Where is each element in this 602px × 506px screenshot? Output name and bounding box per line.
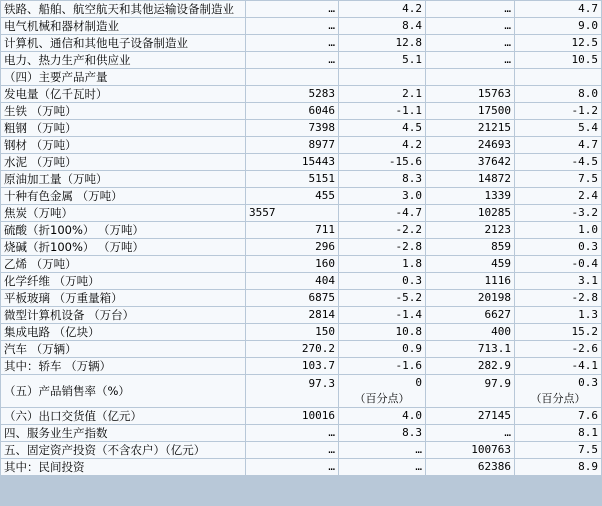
table-row bbox=[1, 273, 601, 289]
cell-c4: 4.7 bbox=[515, 137, 601, 153]
cell-c3: 62386 bbox=[426, 459, 514, 475]
cell-c4: 2.4 bbox=[515, 188, 601, 204]
cell-c2: 2.1 bbox=[339, 86, 425, 102]
table-row bbox=[1, 52, 601, 68]
table-row bbox=[1, 239, 601, 255]
cell-c3 bbox=[426, 69, 514, 85]
cell-c2 bbox=[339, 375, 425, 407]
row-label: 焦炭（万吨） bbox=[1, 205, 245, 221]
cell-c1: 296 bbox=[246, 239, 338, 255]
cell-c2: 5.1 bbox=[339, 52, 425, 68]
cell-c3: 1116 bbox=[426, 273, 514, 289]
cell-c3: 37642 bbox=[426, 154, 514, 170]
cell-c3: 2123 bbox=[426, 222, 514, 238]
row-label: 集成电路 （亿块） bbox=[1, 324, 245, 340]
row-label: 粗钢 （万吨） bbox=[1, 120, 245, 136]
cell-c4: -4.5 bbox=[515, 154, 601, 170]
cell-c4: 8.1 bbox=[515, 425, 601, 441]
table-row bbox=[1, 256, 601, 272]
table-row bbox=[1, 171, 601, 187]
cell-c2: 8.3 bbox=[339, 425, 425, 441]
cell-c1: … bbox=[246, 442, 338, 458]
cell-c1: 6046 bbox=[246, 103, 338, 119]
cell-c4: 7.5 bbox=[515, 442, 601, 458]
table-row bbox=[1, 459, 601, 475]
cell-c1: 10016 bbox=[246, 408, 338, 424]
table-row bbox=[1, 103, 601, 119]
cell-c2: -1.1 bbox=[339, 103, 425, 119]
cell-c3: 27145 bbox=[426, 408, 514, 424]
cell-c1: … bbox=[246, 1, 338, 17]
row-label: 乙烯 （万吨） bbox=[1, 256, 245, 272]
cell-c2: 4.5 bbox=[339, 120, 425, 136]
table-row bbox=[1, 375, 601, 407]
cell-c1: 6875 bbox=[246, 290, 338, 306]
row-label: 其中：轿车 （万辆） bbox=[1, 358, 245, 374]
row-label: 微型计算机设备 （万台） bbox=[1, 307, 245, 323]
cell-c1: 7398 bbox=[246, 120, 338, 136]
row-label: 水泥 （万吨） bbox=[1, 154, 245, 170]
cell-c4: 12.5 bbox=[515, 35, 601, 51]
cell-c4: 4.7 bbox=[515, 1, 601, 17]
cell-c3: 10285 bbox=[426, 205, 514, 221]
cell-c3: 713.1 bbox=[426, 341, 514, 357]
row-label: 平板玻璃 （万重量箱） bbox=[1, 290, 245, 306]
cell-c2: 8.4 bbox=[339, 18, 425, 34]
cell-c4: 8.0 bbox=[515, 86, 601, 102]
cell-c2: 0.9 bbox=[339, 341, 425, 357]
row-label: 十种有色金属 （万吨） bbox=[1, 188, 245, 204]
cell-value: 0 bbox=[415, 376, 422, 389]
table-row bbox=[1, 86, 601, 102]
cell-c1: 3557 bbox=[246, 205, 338, 221]
row-label: 电气机械和器材制造业 bbox=[1, 18, 245, 34]
row-label: （五）产品销售率（%） bbox=[1, 375, 245, 407]
table-row bbox=[1, 154, 601, 170]
cell-c2: -15.6 bbox=[339, 154, 425, 170]
row-label: 钢材 （万吨） bbox=[1, 137, 245, 153]
cell-c1: 97.3 bbox=[246, 375, 338, 407]
cell-c3: 15763 bbox=[426, 86, 514, 102]
cell-c4: 1.3 bbox=[515, 307, 601, 323]
table-row bbox=[1, 18, 601, 34]
cell-c1: 103.7 bbox=[246, 358, 338, 374]
cell-c2: -5.2 bbox=[339, 290, 425, 306]
cell-c2: … bbox=[339, 442, 425, 458]
row-label: 其中：民间投资 bbox=[1, 459, 245, 475]
table-row bbox=[1, 120, 601, 136]
cell-c4: 7.5 bbox=[515, 171, 601, 187]
cell-c3: … bbox=[426, 1, 514, 17]
table-row bbox=[1, 324, 601, 340]
row-label: 化学纤维 （万吨） bbox=[1, 273, 245, 289]
row-label: 四、服务业生产指数 bbox=[1, 425, 245, 441]
cell-c2: 3.0 bbox=[339, 188, 425, 204]
cell-c4: 9.0 bbox=[515, 18, 601, 34]
table-row bbox=[1, 188, 601, 204]
cell-c3: … bbox=[426, 52, 514, 68]
unit-note: （百分点） bbox=[530, 392, 586, 405]
row-label: 烧碱（折100%） （万吨） bbox=[1, 239, 245, 255]
cell-value: 0.3 bbox=[578, 376, 598, 389]
cell-c4 bbox=[515, 69, 601, 85]
cell-c4: 7.6 bbox=[515, 408, 601, 424]
row-label: （四）主要产品产量 bbox=[1, 69, 245, 85]
cell-c1 bbox=[246, 69, 338, 85]
cell-c3: 859 bbox=[426, 239, 514, 255]
cell-c2 bbox=[339, 69, 425, 85]
row-label: （六）出口交货值（亿元） bbox=[1, 408, 245, 424]
row-label: 计算机、通信和其他电子设备制造业 bbox=[1, 35, 245, 51]
table-row bbox=[1, 69, 601, 85]
cell-c3: 20198 bbox=[426, 290, 514, 306]
table-row bbox=[1, 205, 601, 221]
cell-c3: 24693 bbox=[426, 137, 514, 153]
cell-c2: 1.8 bbox=[339, 256, 425, 272]
cell-c1: 270.2 bbox=[246, 341, 338, 357]
cell-c4: 10.5 bbox=[515, 52, 601, 68]
table-row bbox=[1, 341, 601, 357]
cell-c4: 0.3 bbox=[515, 239, 601, 255]
table-row bbox=[1, 222, 601, 238]
cell-c3: 14872 bbox=[426, 171, 514, 187]
cell-c1: 150 bbox=[246, 324, 338, 340]
cell-c1: … bbox=[246, 459, 338, 475]
table-row bbox=[1, 1, 601, 17]
table-row bbox=[1, 425, 601, 441]
cell-c1: … bbox=[246, 425, 338, 441]
cell-c2: 4.0 bbox=[339, 408, 425, 424]
row-label: 五、固定资产投资（不含农户）（亿元） bbox=[1, 442, 245, 458]
table-row bbox=[1, 358, 601, 374]
cell-c2: -2.2 bbox=[339, 222, 425, 238]
row-label: 发电量（亿千瓦时） bbox=[1, 86, 245, 102]
row-label: 铁路、船舶、航空航天和其他运输设备制造业 bbox=[1, 1, 245, 17]
cell-c4 bbox=[515, 375, 601, 407]
cell-c3: 100763 bbox=[426, 442, 514, 458]
cell-c2: 4.2 bbox=[339, 137, 425, 153]
unit-note: （百分点） bbox=[354, 392, 410, 405]
cell-c1: … bbox=[246, 52, 338, 68]
cell-c3: 1339 bbox=[426, 188, 514, 204]
cell-c4: 1.0 bbox=[515, 222, 601, 238]
cell-c2: 0.3 bbox=[339, 273, 425, 289]
cell-c1: 711 bbox=[246, 222, 338, 238]
row-label: 汽车 （万辆） bbox=[1, 341, 245, 357]
cell-c3: … bbox=[426, 18, 514, 34]
cell-c4: 8.9 bbox=[515, 459, 601, 475]
table-row bbox=[1, 290, 601, 306]
table-row bbox=[1, 408, 601, 424]
cell-c1: 5283 bbox=[246, 86, 338, 102]
cell-c1: 15443 bbox=[246, 154, 338, 170]
cell-c1: 5151 bbox=[246, 171, 338, 187]
table-row bbox=[1, 442, 601, 458]
cell-c4: -4.1 bbox=[515, 358, 601, 374]
cell-c2: -2.8 bbox=[339, 239, 425, 255]
table-row bbox=[1, 307, 601, 323]
cell-c1: 455 bbox=[246, 188, 338, 204]
row-label: 电力、热力生产和供应业 bbox=[1, 52, 245, 68]
statistics-table-body bbox=[1, 1, 601, 475]
cell-c4: -0.4 bbox=[515, 256, 601, 272]
cell-c2: … bbox=[339, 459, 425, 475]
cell-c3: 400 bbox=[426, 324, 514, 340]
cell-c2: 8.3 bbox=[339, 171, 425, 187]
cell-c2: 10.8 bbox=[339, 324, 425, 340]
cell-c4: 15.2 bbox=[515, 324, 601, 340]
cell-c4: 3.1 bbox=[515, 273, 601, 289]
cell-c1: 160 bbox=[246, 256, 338, 272]
cell-c2: -1.4 bbox=[339, 307, 425, 323]
cell-c1: 404 bbox=[246, 273, 338, 289]
cell-c4: -2.8 bbox=[515, 290, 601, 306]
cell-c2: 12.8 bbox=[339, 35, 425, 51]
row-label: 原油加工量（万吨） bbox=[1, 171, 245, 187]
cell-c1: … bbox=[246, 18, 338, 34]
cell-c3: 21215 bbox=[426, 120, 514, 136]
cell-c3: 97.9 bbox=[426, 375, 514, 407]
table-row bbox=[1, 137, 601, 153]
cell-c3: … bbox=[426, 35, 514, 51]
cell-c3: 6627 bbox=[426, 307, 514, 323]
cell-c2: -4.7 bbox=[339, 205, 425, 221]
row-label: 硫酸（折100%） （万吨） bbox=[1, 222, 245, 238]
cell-c4: 5.4 bbox=[515, 120, 601, 136]
cell-c2: -1.6 bbox=[339, 358, 425, 374]
cell-c4: -2.6 bbox=[515, 341, 601, 357]
cell-c3: 17500 bbox=[426, 103, 514, 119]
table-row bbox=[1, 35, 601, 51]
cell-c1: … bbox=[246, 35, 338, 51]
cell-c3: 459 bbox=[426, 256, 514, 272]
cell-c3: 282.9 bbox=[426, 358, 514, 374]
cell-c4: -3.2 bbox=[515, 205, 601, 221]
cell-c2: 4.2 bbox=[339, 1, 425, 17]
row-label: 生铁 （万吨） bbox=[1, 103, 245, 119]
cell-c1: 2814 bbox=[246, 307, 338, 323]
cell-c3: … bbox=[426, 425, 514, 441]
cell-c4: -1.2 bbox=[515, 103, 601, 119]
cell-c1: 8977 bbox=[246, 137, 338, 153]
